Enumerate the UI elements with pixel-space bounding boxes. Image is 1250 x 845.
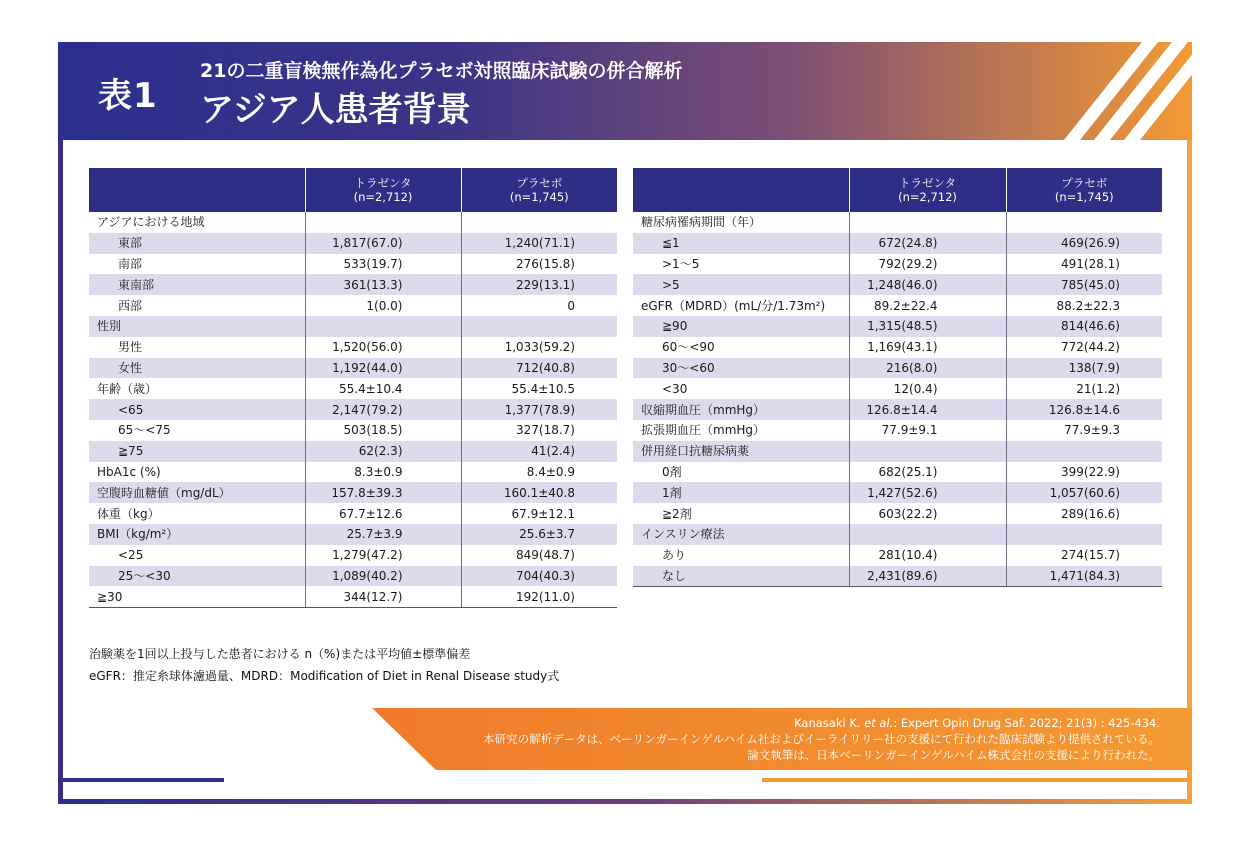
placebo-value: 274(15.7) — [1006, 545, 1162, 566]
diagonal-stripes-decoration — [998, 42, 1192, 140]
drug-value: 1,279(47.2) — [305, 545, 461, 566]
row-label: 併用経口抗糖尿病薬 — [633, 441, 849, 462]
drug-value: 8.3±0.9 — [305, 462, 461, 483]
table-row — [633, 545, 1162, 566]
row-label: 収縮期血圧（mmHg） — [633, 399, 849, 420]
placebo-value: 712(40.8) — [461, 358, 617, 379]
placebo-value — [1006, 524, 1162, 545]
row-label: アジアにおける地域 — [97, 215, 205, 230]
row-label: なし — [633, 566, 849, 587]
table-row — [89, 462, 617, 483]
table-row — [89, 482, 617, 503]
drug-value: 682(25.1) — [849, 462, 1006, 483]
table-row — [633, 420, 1162, 441]
header-band — [58, 42, 1192, 140]
placebo-value: 126.8±14.6 — [1006, 399, 1162, 420]
table-row — [89, 399, 617, 420]
table-row — [89, 358, 617, 379]
funding-note-1: 本研究の解析データは、ベーリンガーインゲルハイム社およびイーライリリー社の支援にて行われた臨床試験より提供されている。 — [483, 732, 1160, 746]
table-row — [633, 441, 1162, 462]
drug-value: 89.2±22.4 — [849, 295, 1006, 316]
row-label: インスリン療法 — [633, 524, 849, 545]
left-table-header — [89, 168, 617, 212]
drug-value: 672(24.8) — [849, 233, 1006, 254]
label-header-cell — [89, 168, 305, 212]
bottom-left-accent-bar — [58, 778, 224, 782]
drug-value: 12(0.4) — [849, 378, 1006, 399]
row-label: ≧30 — [89, 586, 305, 607]
table-row — [89, 212, 617, 233]
row-label: 1剤 — [633, 482, 849, 503]
row-label: 東南部 — [89, 274, 305, 295]
placebo-value: 1,377(78.9) — [461, 399, 617, 420]
placebo-value: 67.9±12.1 — [461, 503, 617, 524]
table-row — [633, 462, 1162, 483]
placebo-value: 138(7.9) — [1006, 358, 1162, 379]
placebo-value: 192(11.0) — [461, 586, 617, 607]
table-row — [633, 482, 1162, 503]
table-row — [633, 337, 1162, 358]
row-label: <25 — [118, 548, 144, 563]
table-row — [633, 316, 1162, 337]
table-row — [89, 337, 617, 358]
drug-value: 792(29.2) — [849, 254, 1006, 275]
row-label: 南部 — [118, 256, 143, 271]
placebo-value: 289(16.6) — [1006, 503, 1162, 524]
right-table-header — [633, 168, 1162, 212]
drug-value: 55.4±10.4 — [305, 378, 461, 399]
drug-value: 67.7±12.6 — [305, 503, 461, 524]
right-table — [633, 168, 1162, 587]
placebo-value — [461, 212, 617, 233]
table-row — [633, 212, 1162, 233]
placebo-value: 229(13.1) — [461, 274, 617, 295]
table-row — [89, 524, 617, 545]
row-label: ≧75 — [89, 441, 305, 462]
table-row — [89, 420, 617, 441]
row-label: ≧2剤 — [662, 506, 692, 521]
placebo-value: 88.2±22.3 — [1006, 295, 1162, 316]
drug-value: 1,817(67.0) — [305, 233, 461, 254]
table-row — [633, 295, 1162, 316]
drug-value — [305, 316, 461, 337]
drug-value: 1,169(43.1) — [849, 337, 1006, 358]
placebo-value: 55.4±10.5 — [461, 378, 617, 399]
placebo-value: 160.1±40.8 — [461, 482, 617, 503]
row-label: ≦1 — [633, 233, 849, 254]
table-row — [89, 254, 617, 275]
row-label: あり — [662, 548, 687, 563]
placebo-value — [1006, 212, 1162, 233]
row-label: 拡張期血圧（mmHg） — [641, 423, 766, 438]
placebo-value: 772(44.2) — [1006, 337, 1162, 358]
placebo-value: 8.4±0.9 — [461, 462, 617, 483]
footnote-line-2: eGFR：推定糸球体濾過量、MDRD：Modification of Diet in Renal Disease study式 — [89, 669, 560, 683]
placebo-value: 849(48.7) — [461, 545, 617, 566]
placebo-column-header: プラセボ (n=1,745) — [1006, 168, 1162, 212]
table-row — [633, 524, 1162, 545]
drug-value — [849, 441, 1006, 462]
citation: Kanasaki K. et al.: Expert Opin Drug Saf. 2022; 21(3) : 425-434. — [794, 716, 1160, 730]
placebo-value: 704(40.3) — [461, 566, 617, 587]
table-row — [89, 233, 617, 254]
label-header-cell — [633, 168, 849, 212]
row-label: 男性 — [118, 340, 143, 355]
row-label: 性別 — [89, 316, 305, 337]
drug-value: 157.8±39.3 — [305, 482, 461, 503]
page-title: アジア人患者背景 — [200, 90, 471, 130]
drug-value — [849, 212, 1006, 233]
drug-column-header: トラゼンタ (n=2,712) — [849, 168, 1006, 212]
placebo-value: 1,240(71.1) — [461, 233, 617, 254]
footer-credits — [483, 715, 1160, 763]
table-row — [633, 378, 1162, 399]
table-row — [89, 586, 617, 607]
drug-value: 62(2.3) — [305, 441, 461, 462]
placebo-value: 1,057(60.6) — [1006, 482, 1162, 503]
table-row — [633, 399, 1162, 420]
drug-value: 1,315(48.5) — [849, 316, 1006, 337]
row-label: 西部 — [118, 298, 143, 313]
drug-value: 216(8.0) — [849, 358, 1006, 379]
table-row — [633, 503, 1162, 524]
drug-value: 344(12.7) — [305, 586, 461, 607]
placebo-value: 327(18.7) — [461, 420, 617, 441]
row-label: 65～<75 — [118, 423, 171, 438]
row-label: 60～<90 — [662, 340, 715, 355]
table-row — [89, 295, 617, 316]
table-row — [89, 316, 617, 337]
placebo-value: 276(15.8) — [461, 254, 617, 275]
drug-value: 603(22.2) — [849, 503, 1006, 524]
drug-value: 1(0.0) — [305, 295, 461, 316]
row-label: <65 — [89, 399, 305, 420]
drug-column-header: トラゼンタ (n=2,712) — [305, 168, 461, 212]
drug-value: 77.9±9.1 — [849, 420, 1006, 441]
row-label: HbA1c (%) — [97, 464, 161, 479]
table-row — [89, 545, 617, 566]
drug-value: 2,147(79.2) — [305, 399, 461, 420]
placebo-value: 21(1.2) — [1006, 378, 1162, 399]
placebo-value: 785(45.0) — [1006, 274, 1162, 295]
row-label: 体重（kg） — [97, 506, 160, 521]
table-row — [89, 441, 617, 462]
row-label: 30～<60 — [633, 358, 849, 379]
table-number: 表1 — [98, 76, 158, 116]
drug-value: 25.7±3.9 — [305, 524, 461, 545]
drug-value: 281(10.4) — [849, 545, 1006, 566]
drug-value: 126.8±14.4 — [849, 399, 1006, 420]
table-row — [89, 503, 617, 524]
row-label: eGFR（MDRD）(mL/分/1.73m²) — [641, 298, 826, 313]
row-label: >1～5 — [662, 256, 700, 271]
row-label: 年齢（歳） — [97, 381, 158, 396]
footnotes — [89, 643, 559, 687]
placebo-value: 1,033(59.2) — [461, 337, 617, 358]
drug-value: 503(18.5) — [305, 420, 461, 441]
row-label: 東部 — [89, 233, 305, 254]
drug-value: 1,520(56.0) — [305, 337, 461, 358]
row-label: 女性 — [89, 358, 305, 379]
row-label: 空腹時血糖値（mg/dL） — [89, 482, 305, 503]
drug-value: 1,248(46.0) — [849, 274, 1006, 295]
placebo-column-header: プラセボ (n=1,745) — [461, 168, 617, 212]
placebo-value — [461, 316, 617, 337]
drug-value: 361(13.3) — [305, 274, 461, 295]
row-label: 25～<30 — [89, 566, 305, 587]
drug-value — [305, 212, 461, 233]
table-row — [633, 233, 1162, 254]
table-row — [89, 378, 617, 399]
table-row — [89, 274, 617, 295]
placebo-value: 0 — [461, 295, 617, 316]
row-label: >5 — [633, 274, 849, 295]
bottom-right-accent-bar — [762, 778, 1192, 782]
drug-value: 1,192(44.0) — [305, 358, 461, 379]
placebo-value: 1,471(84.3) — [1006, 566, 1162, 587]
footnote-line-1: 治験薬を1回以上投与した患者における n（%)または平均値±標準偏差 — [89, 647, 471, 661]
placebo-value: 41(2.4) — [461, 441, 617, 462]
table-row — [633, 566, 1162, 587]
row-label: <30 — [662, 381, 688, 396]
drug-value: 2,431(89.6) — [849, 566, 1006, 587]
placebo-value — [1006, 441, 1162, 462]
row-label: 糖尿病罹病期間（年） — [641, 215, 762, 230]
placebo-value: 399(22.9) — [1006, 462, 1162, 483]
drug-value: 1,427(52.6) — [849, 482, 1006, 503]
frame-bottom-line — [58, 799, 1192, 804]
table-row — [633, 358, 1162, 379]
row-label: ≧90 — [633, 316, 849, 337]
table-row — [633, 254, 1162, 275]
funding-note-2: 論文執筆は、日本ベーリンガーインゲルハイム株式会社の支援により行われた。 — [747, 748, 1160, 762]
page-subtitle: 21の二重盲検無作為化プラセボ対照臨床試験の併合解析 — [200, 60, 683, 82]
placebo-value: 469(26.9) — [1006, 233, 1162, 254]
placebo-value: 77.9±9.3 — [1006, 420, 1162, 441]
placebo-value: 491(28.1) — [1006, 254, 1162, 275]
drug-value: 1,089(40.2) — [305, 566, 461, 587]
drug-value: 533(19.7) — [305, 254, 461, 275]
table-row — [633, 274, 1162, 295]
row-label: 0剤 — [662, 464, 682, 479]
drug-value — [849, 524, 1006, 545]
placebo-value: 25.6±3.7 — [461, 524, 617, 545]
left-table — [89, 168, 617, 608]
table-row — [89, 566, 617, 587]
row-label: BMI（kg/m²） — [89, 524, 305, 545]
placebo-value: 814(46.6) — [1006, 316, 1162, 337]
